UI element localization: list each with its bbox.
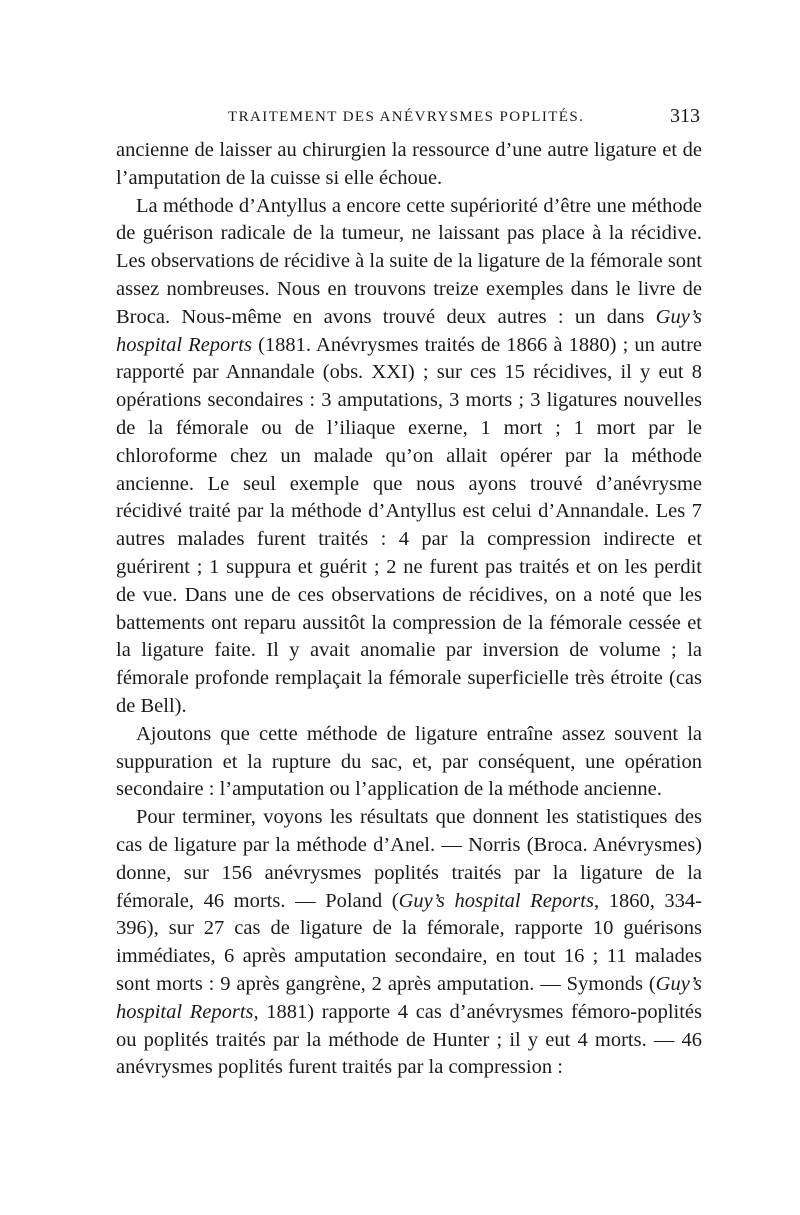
body-text (116, 137, 702, 1082)
paragraph-text: , 1860, 334-396), sur 27 cas de ligature de la fémorale, rapporte 10 guérisons immédiates, 6 après amputation secondaire, en tout 16 ; 11 malades sont morts : 9 après gangrène, 2 après amputation. — Symonds ( (116, 889, 703, 995)
paragraph-text: ancienne de laisser au chirurgien la ressource d’une autre ligature et de l’amputation de la cuisse si elle échoue. (116, 139, 702, 189)
paragraph (116, 193, 702, 721)
paragraph-text: La méthode d’Antyllus a encore cette supériorité d’être une méthode de guérison radicale de la tumeur, ne laissant pas place à la récidive. Les observations de récidive à la suite de la ligature de la fémorale sont assez nombreuses. Nous en trouvons treize exemples dans le livre de Broca. Nous-même en avons trouvé deux autres : un dans (116, 194, 702, 328)
paragraph (116, 721, 702, 804)
paragraph-text: (1881. Anévrysmes traités de 1866 à 1880) ; un autre rapporté par Annandale (obs. XXI) ; sur ces 15 récidives, il y eut 8 opérations secondaires : 3 amputations, 3 morts ; 3 ligatures nouvelles de la fémorale ou de l’iliaque exerne, 1 mort ; 1 mort par le chloroforme chez un malade qu’on allait opérer par la méthode ancienne. Le seul exemple que nous ayons trouvé d’anévrysme récidivé traité par la méthode d’Antyllus est celui d’Annandale. Les 7 autres malades furent traités : 4 par la compression indirecte et guérirent ; 1 suppura et guérit ; 2 ne furent pas traités et on les perdit de vue. Dans une de ces observations de récidives, on a noté que les battements ont reparu aussitôt la compression de la fémorale cessée et la ligature faite. Il y avait anomalie par inversion de volume ; la fémorale profonde remplaçait la fémorale superficielle très étroite (cas de Bell). (116, 333, 702, 717)
paragraph (116, 804, 702, 1082)
italic-text: Guy’s hospital Reports (116, 972, 702, 1023)
page-number: 313 (670, 105, 700, 127)
paragraph-text: , 1881) rapporte 4 cas d’anévrysmes fémoro-poplités ou poplités traités par la méthode de Hunter ; il y eut 4 morts. — 46 anévrysmes poplités furent traités par la compression : (116, 1000, 702, 1079)
page-header (116, 105, 702, 135)
italic-text: Guy’s hospital Reports (116, 305, 702, 356)
paragraph-text: Pour terminer, voyons les résultats que donnent les statistiques des cas de ligature par la méthode d’Anel. — Norris (Broca. Anévrysmes) donne, sur 156 anévrysmes poplités traités par la ligature de la fémorale, 46 morts. — Poland ( (116, 806, 702, 912)
paragraph-text: Ajoutons que cette méthode de ligature entraîne assez souvent la suppuration et la rupture du sac, et, par conséquent, une opération secondaire : l’amputation ou l’application de la méthode ancienne. (116, 722, 702, 801)
running-title: TRAITEMENT DES ANÉVRYSMES POPLITÉS. (228, 109, 585, 125)
paragraph (116, 137, 702, 193)
italic-text: Guy’s hospital Reports (398, 889, 594, 912)
